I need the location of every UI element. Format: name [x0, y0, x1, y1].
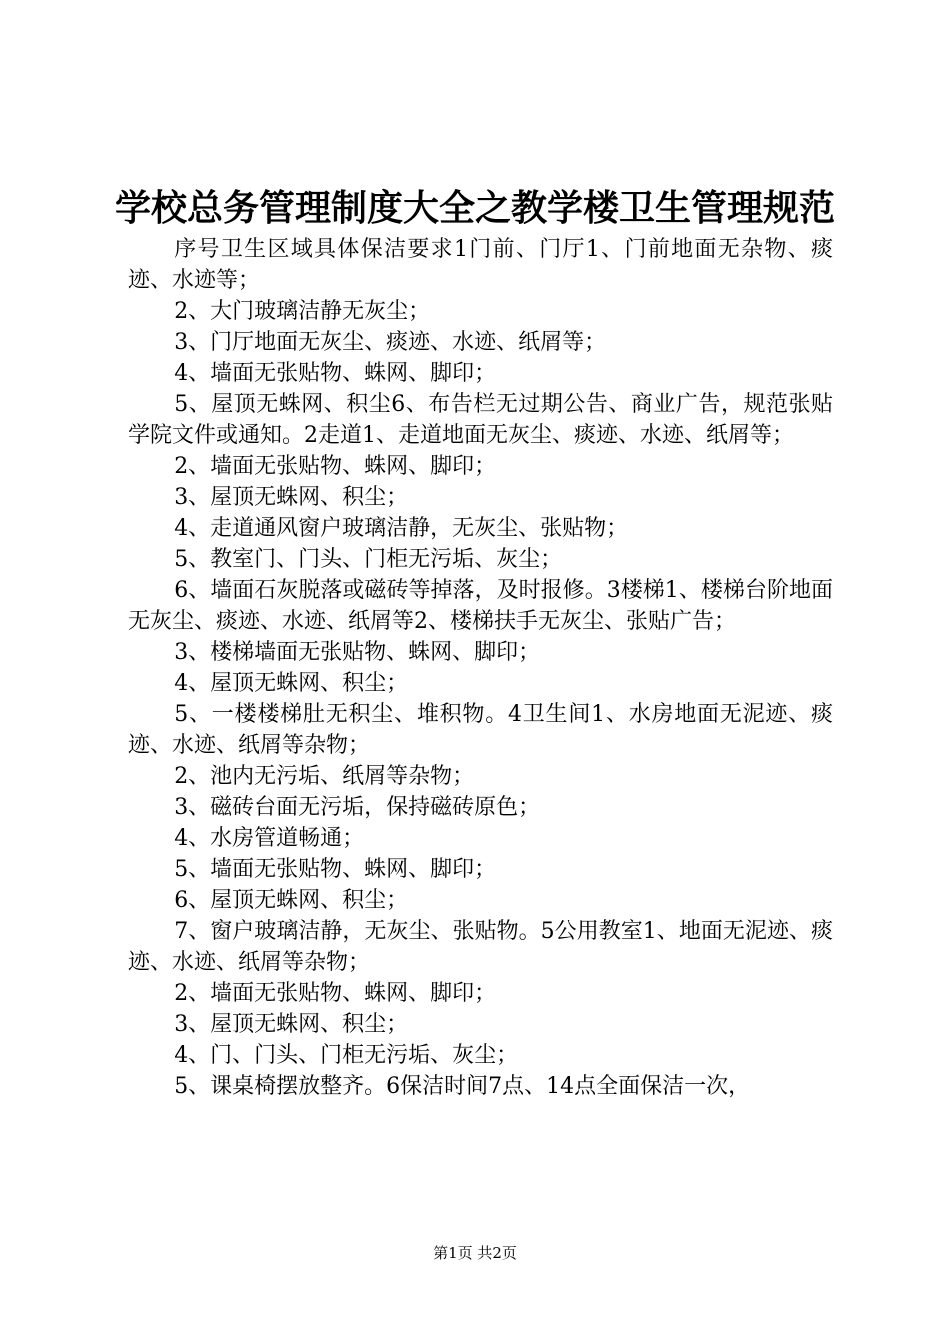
paragraph: 4、门、门头、门柜无污垢、灰尘； — [174, 1043, 519, 1068]
paragraph: 2、墙面无张贴物、蛛网、脚印； — [174, 454, 497, 479]
page-number-footer: 第1页 共2页 — [433, 1244, 517, 1262]
paragraph: 3、门厅地面无灰尘、痰迹、水迹、纸屑等； — [174, 330, 607, 355]
paragraph: 4、走道通风窗户玻璃洁静，无灰尘、张贴物； — [174, 516, 629, 541]
paragraph: 序号卫生区域具体保洁要求1门前、门厅1、门前地面无杂物、痰迹、水迹等； — [128, 237, 833, 293]
paragraph: 5、墙面无张贴物、蛛网、脚印； — [174, 857, 497, 882]
paragraph: 3、屋顶无蛛网、积尘； — [174, 485, 409, 510]
document-title: 学校总务管理制度大全之教学楼卫生管理规范 — [114, 188, 835, 229]
paragraph: 6、屋顶无蛛网、积尘； — [174, 888, 409, 913]
paragraph: 2、墙面无张贴物、蛛网、脚印； — [174, 981, 497, 1006]
paragraph: 3、磁砖台面无污垢，保持磁砖原色； — [174, 795, 541, 820]
paragraph: 3、楼梯墙面无张贴物、蛛网、脚印； — [174, 640, 541, 665]
paragraph: 5、课桌椅摆放整齐。6保洁时间7点、14点全面保洁一次， — [174, 1074, 751, 1099]
paragraph: 4、屋顶无蛛网、积尘； — [174, 671, 409, 696]
paragraph: 5、屋顶无蛛网、积尘6、布告栏无过期公告、商业广告，规范张贴学院文件或通知。2走道1、走道地面无灰尘、痰迹、水迹、纸屑等； — [128, 392, 833, 448]
paragraph: 6、墙面石灰脱落或磁砖等掉落，及时报修。3楼梯1、楼梯台阶地面无灰尘、痰迹、水迹、纸屑等2、楼梯扶手无灰尘、张贴广告； — [128, 578, 833, 634]
paragraph: 5、教室门、门头、门柜无污垢、灰尘； — [174, 547, 563, 572]
paragraph: 3、屋顶无蛛网、积尘； — [174, 1012, 409, 1037]
paragraph: 5、一楼楼梯肚无积尘、堆积物。4卫生间1、水房地面无泥迹、痰迹、水迹、纸屑等杂物； — [128, 702, 833, 758]
paragraph: 2、大门玻璃洁静无灰尘； — [174, 299, 431, 324]
paragraph: 2、池内无污垢、纸屑等杂物； — [174, 764, 475, 789]
paragraph: 7、窗户玻璃洁静，无灰尘、张贴物。5公用教室1、地面无泥迹、痰迹、水迹、纸屑等杂物； — [128, 919, 833, 975]
document-body — [128, 234, 833, 1102]
paragraph: 4、水房管道畅通； — [174, 826, 365, 851]
paragraph: 4、墙面无张贴物、蛛网、脚印； — [174, 361, 497, 386]
